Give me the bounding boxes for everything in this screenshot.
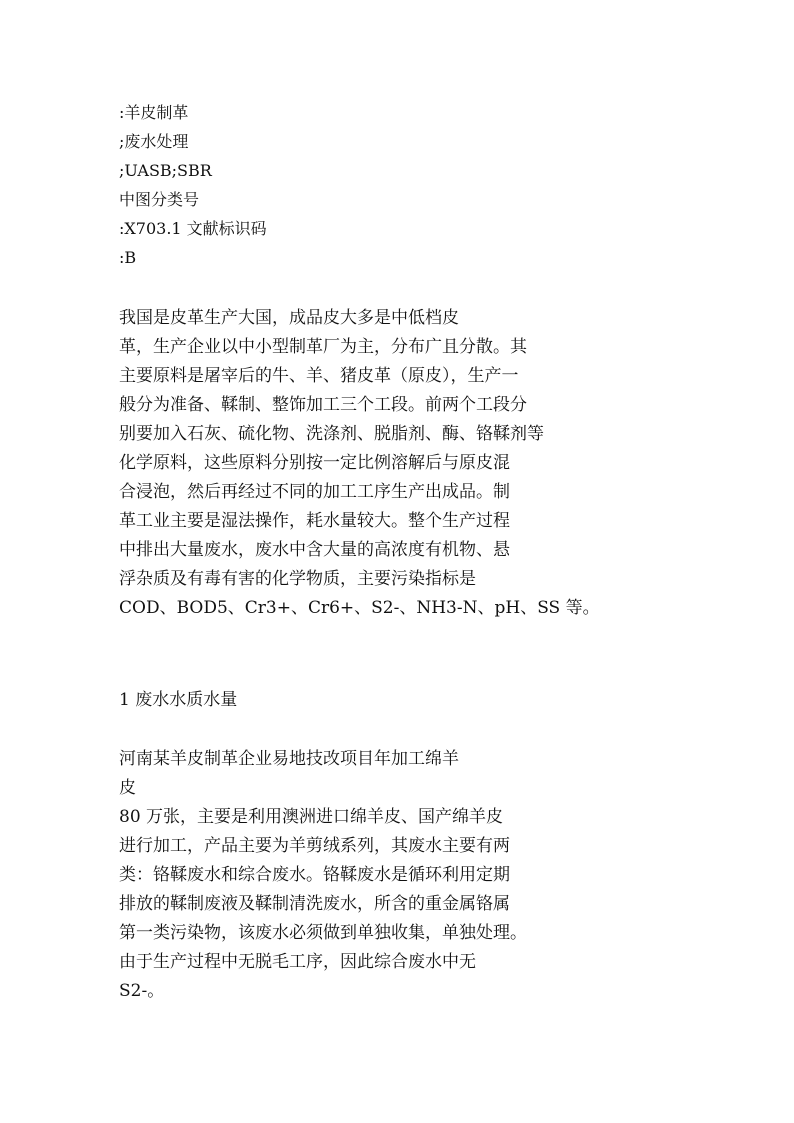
paragraph-line: 皮: [119, 778, 136, 798]
paragraph-line: 80 万张，主要是利用澳洲进口绵羊皮、国产绵羊皮: [119, 807, 504, 827]
paragraph-line: 中排出大量废水，废水中含大量的高浓度有机物、悬: [119, 540, 510, 560]
paragraph-line: S2-。: [119, 981, 165, 1001]
paragraph-line: 别要加入石灰、硫化物、洗涤剂、脱脂剂、酶、铬鞣剂等: [119, 424, 544, 444]
paragraph-line: 革工业主要是湿法操作，耗水量较大。整个生产过程: [119, 511, 510, 531]
paragraph-line: 由于生产过程中无脱毛工序，因此综合废水中无: [119, 952, 476, 972]
classification-code: :X703.1 文献标识码: [119, 219, 267, 238]
document-code: :B: [119, 248, 137, 267]
section-heading: 1 废水水质水量: [119, 690, 238, 710]
paragraph-line: 浮杂质及有毒有害的化学物质，主要污染指标是: [119, 569, 476, 589]
paragraph-line: 革，生产企业以中小型制革厂为主，分布广且分散。其: [119, 337, 527, 357]
classification-label: 中图分类号: [119, 190, 200, 209]
paragraph-line: 我国是皮革生产大国，成品皮大多是中低档皮: [119, 308, 459, 328]
paragraph-line: 合浸泡，然后再经过不同的加工工序生产出成品。制: [119, 482, 510, 502]
paragraph-line: 排放的鞣制废液及鞣制清洗废水，所含的重金属铬属: [119, 894, 510, 914]
paragraph-line: 进行加工，产品主要为羊剪绒系列，其废水主要有两: [119, 836, 510, 856]
paragraph-line: 化学原料，这些原料分别按一定比例溶解后与原皮混: [119, 453, 510, 473]
paragraph-line: 主要原料是屠宰后的牛、羊、猪皮革（原皮），生产一: [119, 366, 519, 386]
paragraph-line: 类：铬鞣废水和综合废水。铬鞣废水是循环利用定期: [119, 865, 510, 885]
paragraph-line: 般分为准备、鞣制、整饰加工三个工段。前两个工段分: [119, 395, 527, 415]
keyword-line: :羊皮制革: [119, 103, 189, 122]
keyword-line: ;废水处理: [119, 132, 189, 151]
keyword-line: ;UASB;SBR: [119, 161, 212, 180]
paragraph-line: 第一类污染物，该废水必须做到单独收集，单独处理。: [119, 923, 527, 943]
paragraph-line: 河南某羊皮制革企业易地技改项目年加工绵羊: [119, 749, 459, 769]
paragraph-line: COD、BOD5、Cr3+、Cr6+、S2-、NH3-N、pH、SS 等。: [119, 598, 600, 618]
